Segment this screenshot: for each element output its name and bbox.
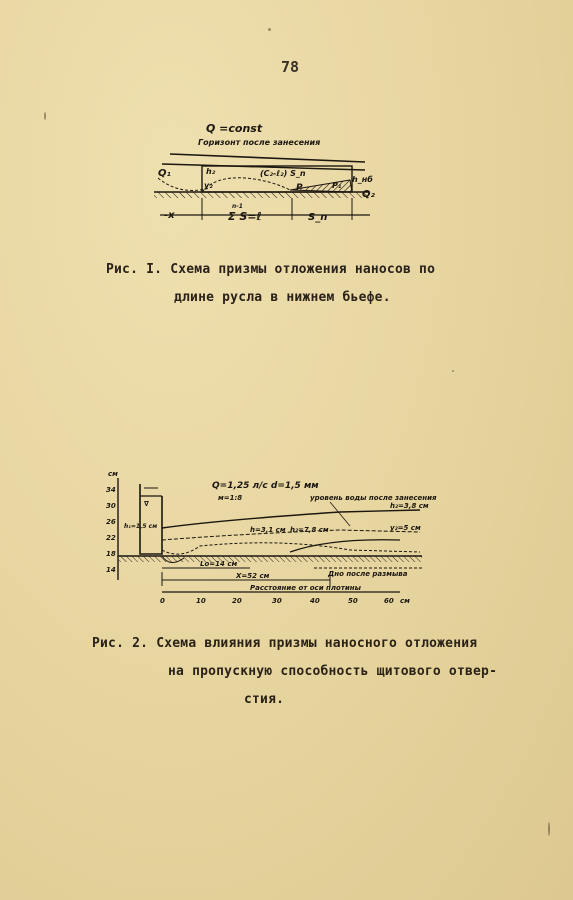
fig1-deposit-curve bbox=[202, 178, 290, 192]
fig2-horizon-after: уровень воды после занесения bbox=[310, 494, 437, 502]
fig2-bottom-after-label: Дно после размыва bbox=[328, 570, 408, 578]
fig2-xtick-0: 0 bbox=[160, 597, 165, 605]
fig1-channel-bed bbox=[154, 192, 369, 198]
fig2-unit-top: см bbox=[108, 470, 118, 478]
page-number: 78 bbox=[280, 58, 300, 76]
paper-speck bbox=[268, 28, 271, 31]
figure-1-caption-line-1: Рис. I. Схема призмы отложения наносов по bbox=[106, 262, 436, 277]
fig2-channel-bed bbox=[118, 556, 422, 562]
fig2-k2-label: h₂=7,8 см bbox=[290, 526, 329, 534]
fig2-ytick-5: 14 bbox=[106, 566, 116, 574]
fig1-sum-label: Σ S=ℓ bbox=[228, 210, 262, 223]
fig1-q2-label: Q₂ bbox=[362, 189, 375, 200]
fig1-q-const: Q =const bbox=[206, 122, 263, 135]
fig1-hnb-label: h_нб bbox=[352, 175, 373, 184]
fig2-gate-structure bbox=[140, 484, 162, 554]
fig2-distance-label: Расстояние от оси плотины bbox=[250, 584, 361, 592]
fig2-h-right: h₂=3,8 см bbox=[390, 502, 429, 510]
fig1-horizon-label: Горизонт после занесения bbox=[198, 138, 321, 147]
fig2-ytick-0: 34 bbox=[106, 486, 116, 494]
fig2-ytick-2: 26 bbox=[106, 518, 116, 526]
fig2-gate-mark: ∇ bbox=[144, 500, 149, 508]
fig2-y-right: y₂=5 см bbox=[390, 524, 421, 532]
fig2-xtick-6: 60 bbox=[384, 597, 394, 605]
fig2-y-ticks bbox=[106, 486, 116, 574]
figure-1-diagram bbox=[140, 118, 380, 228]
fig2-ytick-4: 18 bbox=[106, 550, 116, 558]
figure-2-caption-line-2: на пропускную способность щитового отвер- bbox=[168, 664, 498, 679]
fig1-water-surface bbox=[170, 154, 365, 162]
fig2-prism-slope bbox=[290, 540, 400, 552]
fig2-xtick-4: 40 bbox=[310, 597, 320, 605]
figure-2-caption-line-3: стия. bbox=[244, 692, 285, 707]
paper-speck bbox=[452, 370, 454, 372]
fig2-xtick-5: 50 bbox=[348, 597, 358, 605]
fig1-sn-label: S_n bbox=[308, 212, 328, 223]
fig2-xtick-1: 10 bbox=[196, 597, 206, 605]
fig2-ytick-1: 30 bbox=[106, 502, 116, 510]
fig1-p2-label: P₁ bbox=[332, 181, 342, 190]
fig2-xtick-2: 20 bbox=[232, 597, 242, 605]
fig2-x-label: X=52 см bbox=[236, 572, 270, 580]
fig1-q1-label: Q₁ bbox=[158, 168, 171, 179]
fig1-h2-label: h₂ bbox=[206, 167, 216, 176]
fig2-k-label: h=3,1 см bbox=[250, 526, 286, 534]
fig2-x-ticks bbox=[160, 597, 410, 605]
fig1-p-label: P bbox=[296, 183, 303, 193]
fig2-xtick-7: см bbox=[400, 597, 410, 605]
fig2-h-left: h₁=1,5 см bbox=[124, 523, 158, 530]
fig1-x-label: -x bbox=[164, 210, 175, 221]
figure-1-caption-line-2: длине русла в нижнем бьефе. bbox=[174, 290, 391, 305]
figure-2-svg bbox=[100, 468, 437, 608]
figure-2-caption-line-1: Рис. 2. Схема влияния призмы наносного отложения bbox=[92, 636, 478, 651]
fig2-ratio: м=1:8 bbox=[218, 494, 243, 502]
fig2-q-info: Q=1,25 л/с d=1,5 мм bbox=[212, 481, 319, 491]
figure-1-svg bbox=[140, 118, 380, 228]
paper-speck bbox=[44, 112, 46, 120]
fig2-l-label: Lo=14 см bbox=[200, 560, 238, 568]
fig2-ytick-3: 22 bbox=[106, 534, 116, 542]
fig1-y2-label: y₂ bbox=[204, 181, 213, 190]
fig1-sum-top: n-1 bbox=[232, 203, 243, 210]
fig2-xtick-3: 30 bbox=[272, 597, 282, 605]
fig1-formula: (C₂-ℓ₂) S_n bbox=[260, 169, 306, 178]
paper-speck bbox=[548, 822, 550, 836]
fig2-deposit-profile bbox=[162, 543, 420, 554]
figure-2-diagram bbox=[100, 468, 437, 608]
